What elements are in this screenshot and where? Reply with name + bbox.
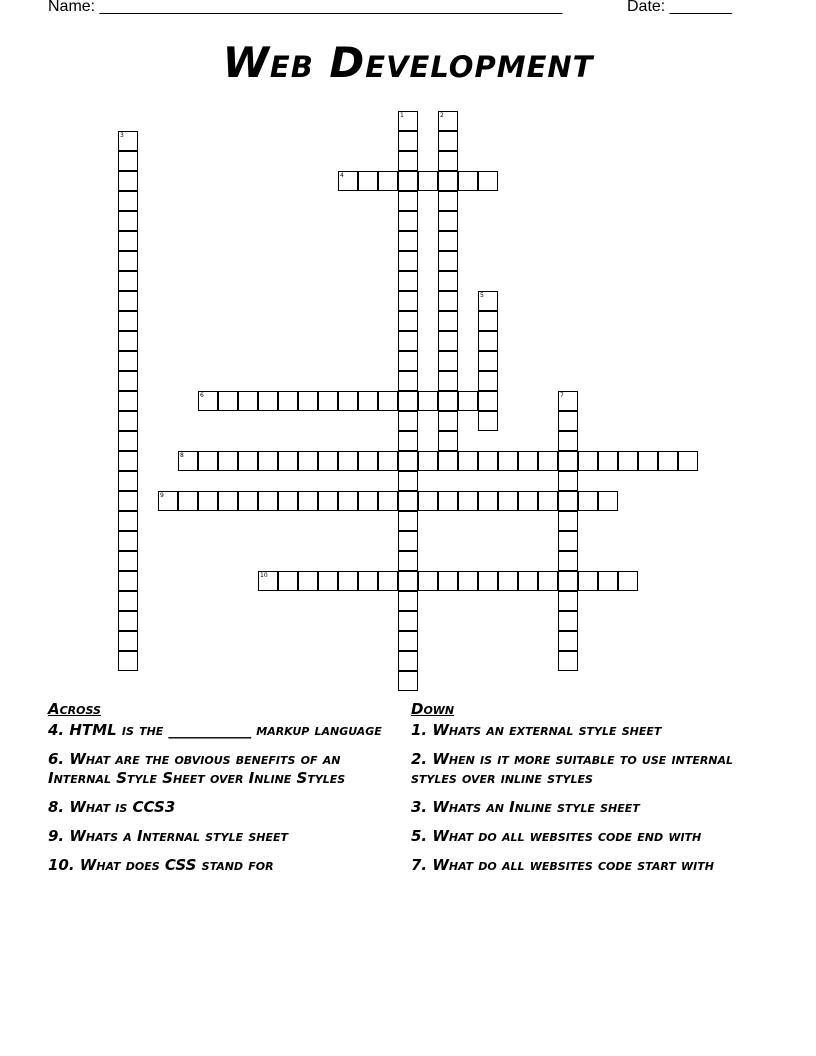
crossword-cell[interactable]	[118, 131, 138, 151]
crossword-cell[interactable]	[558, 511, 578, 531]
crossword-cell[interactable]	[178, 491, 198, 511]
clue-number: 1	[400, 112, 404, 119]
crossword-cell[interactable]	[418, 571, 438, 591]
crossword-cell[interactable]	[398, 331, 418, 351]
clue-number: 4	[340, 172, 344, 179]
down-heading: Down	[411, 700, 455, 718]
clue-number: 9	[160, 492, 164, 499]
crossword-cell[interactable]	[478, 351, 498, 371]
crossword-cell[interactable]	[478, 411, 498, 431]
crossword-cell[interactable]	[398, 451, 418, 471]
crossword-cell[interactable]	[118, 331, 138, 351]
crossword-cell[interactable]	[558, 491, 578, 511]
crossword-cell[interactable]	[398, 231, 418, 251]
crossword-cell[interactable]	[338, 171, 358, 191]
crossword-cell[interactable]	[478, 291, 498, 311]
crossword-cell[interactable]	[118, 391, 138, 411]
crossword-cell[interactable]	[578, 491, 598, 511]
crossword-cell[interactable]	[298, 391, 318, 411]
crossword-cell[interactable]	[118, 371, 138, 391]
crossword-cell[interactable]	[398, 531, 418, 551]
crossword-cell[interactable]	[538, 451, 558, 471]
crossword-cell[interactable]	[278, 491, 298, 511]
crossword-cell[interactable]	[558, 431, 578, 451]
crossword-cell[interactable]	[218, 451, 238, 471]
crossword-cell[interactable]	[398, 211, 418, 231]
down-clues	[411, 700, 751, 885]
crossword-cell[interactable]	[618, 571, 638, 591]
crossword-cell[interactable]	[478, 371, 498, 391]
crossword-cell[interactable]	[118, 151, 138, 171]
clue-number: 8	[180, 452, 184, 459]
crossword-cell[interactable]	[478, 491, 498, 511]
crossword-cell[interactable]	[438, 411, 458, 431]
crossword-cell[interactable]	[398, 491, 418, 511]
crossword-cell[interactable]	[178, 451, 198, 471]
crossword-cell[interactable]	[438, 271, 458, 291]
crossword-cell[interactable]	[318, 491, 338, 511]
crossword-cell[interactable]	[378, 491, 398, 511]
crossword-cell[interactable]	[478, 171, 498, 191]
crossword-cell[interactable]	[478, 451, 498, 471]
crossword-cell[interactable]	[118, 431, 138, 451]
crossword-cell[interactable]	[298, 571, 318, 591]
crossword-cell[interactable]	[658, 451, 678, 471]
crossword-cell[interactable]	[258, 391, 278, 411]
crossword-cell[interactable]	[198, 451, 218, 471]
crossword-cell[interactable]	[258, 491, 278, 511]
crossword-cell[interactable]	[398, 171, 418, 191]
crossword-cell[interactable]	[438, 191, 458, 211]
crossword-cell[interactable]	[118, 231, 138, 251]
crossword-cell[interactable]	[238, 491, 258, 511]
crossword-cell[interactable]	[118, 211, 138, 231]
crossword-cell[interactable]	[398, 411, 418, 431]
crossword-cell[interactable]	[118, 511, 138, 531]
clue-number: 2	[440, 112, 444, 119]
crossword-cell[interactable]	[438, 131, 458, 151]
crossword-cell[interactable]	[558, 391, 578, 411]
crossword-cell[interactable]	[398, 511, 418, 531]
crossword-cell[interactable]	[118, 191, 138, 211]
crossword-cell[interactable]	[338, 391, 358, 411]
crossword-cell[interactable]	[438, 491, 458, 511]
crossword-cell[interactable]	[438, 331, 458, 351]
crossword-cell[interactable]	[218, 491, 238, 511]
crossword-cell[interactable]	[458, 391, 478, 411]
crossword-cell[interactable]	[238, 451, 258, 471]
crossword-cell[interactable]	[478, 311, 498, 331]
crossword-cell[interactable]	[378, 571, 398, 591]
crossword-cell[interactable]	[558, 531, 578, 551]
crossword-cell[interactable]	[458, 571, 478, 591]
crossword-cell[interactable]	[578, 571, 598, 591]
crossword-cell[interactable]	[118, 311, 138, 331]
crossword-cell[interactable]	[438, 351, 458, 371]
crossword-cell[interactable]	[598, 491, 618, 511]
crossword-cell[interactable]	[118, 651, 138, 671]
crossword-cell[interactable]	[338, 571, 358, 591]
crossword-cell[interactable]	[398, 191, 418, 211]
crossword-cell[interactable]	[378, 391, 398, 411]
clue-number: 3	[120, 132, 124, 139]
crossword-cell[interactable]	[358, 391, 378, 411]
crossword-cell[interactable]	[498, 491, 518, 511]
crossword-cell[interactable]	[238, 391, 258, 411]
clue-down-1: 1. Whats an external style sheet	[411, 721, 662, 739]
crossword-cell[interactable]	[438, 231, 458, 251]
crossword-cell[interactable]	[438, 371, 458, 391]
clue-down-3: 3. Whats an Inline style sheet	[411, 798, 640, 816]
crossword-cell[interactable]	[438, 391, 458, 411]
crossword-cell[interactable]	[398, 671, 418, 691]
crossword-cell[interactable]	[298, 451, 318, 471]
crossword-cell[interactable]	[358, 451, 378, 471]
crossword-cell[interactable]	[558, 571, 578, 591]
crossword-cell[interactable]	[118, 171, 138, 191]
crossword-cell[interactable]	[558, 631, 578, 651]
crossword-cell[interactable]	[398, 431, 418, 451]
crossword-cell[interactable]	[398, 651, 418, 671]
crossword-cell[interactable]	[558, 591, 578, 611]
crossword-cell[interactable]	[438, 311, 458, 331]
crossword-cell[interactable]	[318, 451, 338, 471]
crossword-cell[interactable]	[218, 391, 238, 411]
crossword-cell[interactable]	[398, 551, 418, 571]
crossword-cell[interactable]	[398, 131, 418, 151]
clue-across-8: 8. What is CCS3	[48, 798, 176, 816]
crossword-cell[interactable]	[258, 571, 278, 591]
crossword-cell[interactable]	[258, 451, 278, 471]
clue-number: 10	[260, 572, 268, 579]
clue-number: 7	[560, 392, 564, 399]
crossword-cell[interactable]	[478, 571, 498, 591]
crossword-cell[interactable]	[118, 351, 138, 371]
crossword-cell[interactable]	[458, 451, 478, 471]
crossword-cell[interactable]	[358, 571, 378, 591]
crossword-cell[interactable]	[118, 491, 138, 511]
crossword-cell[interactable]	[438, 571, 458, 591]
crossword-cell[interactable]	[518, 451, 538, 471]
clue-down-2: 2. When is it more suitable to use internal styles over inline styles	[411, 750, 734, 787]
crossword-cell[interactable]	[438, 291, 458, 311]
crossword-cell[interactable]	[438, 211, 458, 231]
clue-number: 5	[480, 292, 484, 299]
crossword-cell[interactable]	[418, 391, 438, 411]
crossword-cell[interactable]	[558, 611, 578, 631]
crossword-cell[interactable]	[338, 451, 358, 471]
crossword-cell[interactable]	[598, 451, 618, 471]
crossword-cell[interactable]	[118, 571, 138, 591]
crossword-cell[interactable]	[398, 571, 418, 591]
crossword-cell[interactable]	[438, 171, 458, 191]
crossword-cell[interactable]	[118, 591, 138, 611]
crossword-cell[interactable]	[338, 491, 358, 511]
crossword-cell[interactable]	[498, 451, 518, 471]
crossword-cell[interactable]	[418, 451, 438, 471]
crossword-cell[interactable]	[458, 171, 478, 191]
crossword-cell[interactable]	[418, 491, 438, 511]
crossword-cell[interactable]	[398, 111, 418, 131]
crossword-cell[interactable]	[458, 491, 478, 511]
crossword-cell[interactable]	[118, 631, 138, 651]
crossword-cell[interactable]	[398, 151, 418, 171]
across-heading: Across	[48, 700, 101, 718]
clue-across-10: 10. What does CSS stand for	[48, 856, 274, 874]
crossword-cell[interactable]	[558, 451, 578, 471]
crossword-cell[interactable]	[318, 571, 338, 591]
crossword-cell[interactable]	[438, 431, 458, 451]
crossword-cell[interactable]	[118, 551, 138, 571]
across-clues	[48, 700, 388, 885]
clue-across-9: 9. Whats a Internal style sheet	[48, 827, 288, 845]
clue-across-4: 4. HTML is the ___________ markup language	[48, 721, 382, 739]
clue-down-5: 5. What do all websites code end with	[411, 827, 702, 845]
crossword-cell[interactable]	[298, 491, 318, 511]
crossword-cell[interactable]	[278, 451, 298, 471]
crossword-cell[interactable]	[358, 491, 378, 511]
crossword-cell[interactable]	[678, 451, 698, 471]
crossword-cell[interactable]	[118, 471, 138, 491]
crossword-cell[interactable]	[318, 391, 338, 411]
crossword-cell[interactable]	[438, 451, 458, 471]
crossword-cell[interactable]	[398, 291, 418, 311]
crossword-cell[interactable]	[578, 451, 598, 471]
crossword-cell[interactable]	[378, 451, 398, 471]
crossword-cell[interactable]	[398, 391, 418, 411]
crossword-cell[interactable]	[278, 571, 298, 591]
crossword-cell[interactable]	[558, 471, 578, 491]
crossword-cell[interactable]	[438, 251, 458, 271]
crossword-cell[interactable]	[478, 331, 498, 351]
crossword-cell[interactable]	[558, 411, 578, 431]
crossword-cell[interactable]	[158, 491, 178, 511]
crossword-cell[interactable]	[118, 291, 138, 311]
crossword-cell[interactable]	[498, 571, 518, 591]
date-line: Date: _______	[627, 0, 732, 15]
crossword-cell[interactable]	[638, 451, 658, 471]
crossword-cell[interactable]	[538, 571, 558, 591]
crossword-cell[interactable]	[438, 151, 458, 171]
crossword-cell[interactable]	[598, 571, 618, 591]
crossword-cell[interactable]	[118, 611, 138, 631]
crossword-cell[interactable]	[118, 271, 138, 291]
page-title: Web Development	[222, 38, 594, 87]
crossword-cell[interactable]	[118, 451, 138, 471]
crossword-cell[interactable]	[398, 611, 418, 631]
crossword-cell[interactable]	[558, 651, 578, 671]
crossword-cell[interactable]	[198, 491, 218, 511]
crossword-cell[interactable]	[618, 451, 638, 471]
clue-across-6: 6. What are the obvious benefits of an Internal Style Sheet over Inline Styles	[48, 750, 346, 787]
crossword-cell[interactable]	[398, 251, 418, 271]
crossword-cell[interactable]	[118, 411, 138, 431]
crossword-cell[interactable]	[398, 631, 418, 651]
crossword-cell[interactable]	[398, 311, 418, 331]
clue-number: 6	[200, 392, 204, 399]
crossword-cell[interactable]	[358, 171, 378, 191]
crossword-cell[interactable]	[378, 171, 398, 191]
name-line: Name: ____________________________________________________	[48, 0, 563, 15]
crossword-cell[interactable]	[398, 371, 418, 391]
crossword-cell[interactable]	[398, 271, 418, 291]
crossword-cell[interactable]	[518, 571, 538, 591]
crossword-cell[interactable]	[438, 111, 458, 131]
crossword-cell[interactable]	[418, 171, 438, 191]
crossword-cell[interactable]	[118, 531, 138, 551]
crossword-cell[interactable]	[118, 251, 138, 271]
crossword-cell[interactable]	[198, 391, 218, 411]
crossword-cell[interactable]	[398, 351, 418, 371]
crossword-cell[interactable]	[398, 591, 418, 611]
crossword-cell[interactable]	[558, 551, 578, 571]
crossword-cell[interactable]	[398, 471, 418, 491]
clue-down-7: 7. What do all websites code start with	[411, 856, 714, 874]
crossword-cell[interactable]	[278, 391, 298, 411]
crossword-cell[interactable]	[538, 491, 558, 511]
crossword-cell[interactable]	[518, 491, 538, 511]
crossword-cell[interactable]	[478, 391, 498, 411]
